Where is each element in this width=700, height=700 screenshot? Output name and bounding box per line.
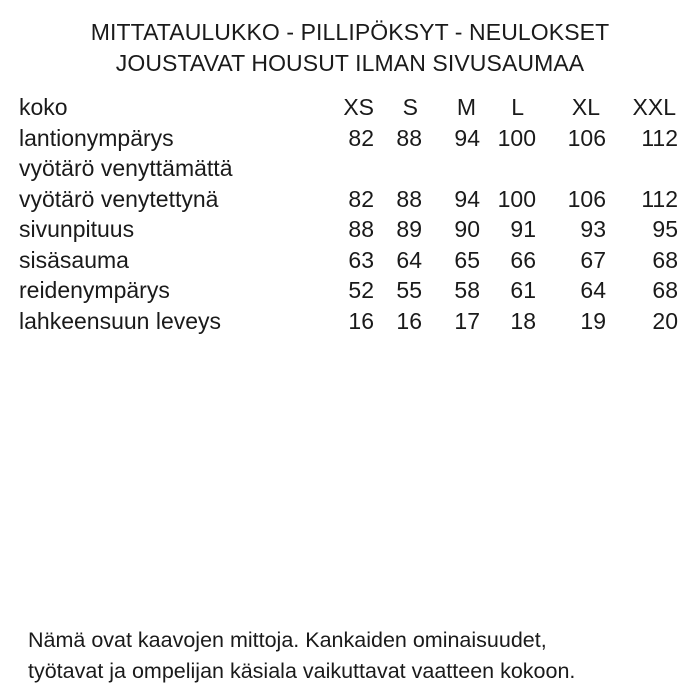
size-header: L (511, 94, 524, 120)
table-cell: 16 (396, 308, 422, 334)
row-label: sivunpituus (19, 216, 135, 242)
size-header: M (456, 94, 476, 120)
table-cell: 112 (641, 125, 678, 151)
table-cell: 88 (348, 216, 374, 242)
table-cell: 52 (348, 277, 374, 303)
table-cell: 64 (396, 247, 422, 273)
page-subtitle: JOUSTAVAT HOUSUT ILMAN SIVUSAUMAA (115, 50, 585, 76)
table-row (0, 186, 700, 216)
row-label: vyötärö venytettynä (19, 186, 219, 212)
row-label: lantionympärys (19, 125, 174, 151)
table-cell: 55 (396, 277, 422, 303)
table-row (0, 216, 700, 246)
table-cell: 88 (396, 186, 422, 212)
table-cell: 65 (454, 247, 480, 273)
table-row (0, 247, 700, 277)
table-row (0, 155, 700, 185)
table-cell: 90 (454, 216, 480, 242)
table-cell: 67 (580, 247, 606, 273)
table-cell: 61 (510, 277, 536, 303)
table-cell: 94 (454, 125, 480, 151)
table-cell: 100 (497, 186, 536, 212)
table-cell: 82 (348, 186, 374, 212)
table-cell: 18 (510, 308, 536, 334)
table-cell: 58 (454, 277, 480, 303)
footer-note (28, 625, 688, 687)
table-cell: 17 (454, 308, 480, 334)
footer-line: Nämä ovat kaavojen mittoja. Kankaiden ominaisuudet, (28, 628, 547, 652)
table-cell: 112 (641, 186, 678, 212)
table-row (0, 125, 700, 155)
size-header: XXL (632, 94, 676, 120)
table-cell: 95 (652, 216, 678, 242)
size-header: S (402, 94, 418, 120)
table-cell: 66 (510, 247, 536, 273)
table-cell: 82 (348, 125, 374, 151)
table-cell: 20 (652, 308, 678, 334)
table-cell: 89 (396, 216, 422, 242)
table-cell: 68 (652, 247, 678, 273)
size-header: XL (571, 94, 600, 120)
row-label: vyötärö venyttämättä (19, 155, 233, 181)
table-row (0, 308, 700, 338)
table-cell: 100 (497, 125, 536, 151)
table-cell: 19 (580, 308, 606, 334)
table-cell: 68 (652, 277, 678, 303)
table-cell: 106 (567, 186, 606, 212)
row-label: sisäsauma (19, 247, 129, 273)
row-label: lahkeensuun leveys (19, 308, 222, 334)
table-row (0, 277, 700, 307)
table-cell: 63 (348, 247, 374, 273)
size-header: XS (343, 94, 374, 120)
table-cell: 16 (348, 308, 374, 334)
table-cell: 94 (454, 186, 480, 212)
footer-line: työtavat ja ompelijan käsiala vaikuttavat vaatteen kokoon. (28, 659, 576, 683)
header-label: koko (19, 94, 68, 120)
page-title: MITTATAULUKKO - PILLIPÖKSYT - NEULOKSET (90, 19, 610, 45)
table-cell: 88 (396, 125, 422, 151)
table-cell: 106 (567, 125, 606, 151)
table-cell: 93 (580, 216, 606, 242)
table-cell: 64 (580, 277, 606, 303)
table-cell: 91 (510, 216, 536, 242)
row-label: reidenympärys (19, 277, 170, 303)
table-header-row (0, 94, 700, 124)
